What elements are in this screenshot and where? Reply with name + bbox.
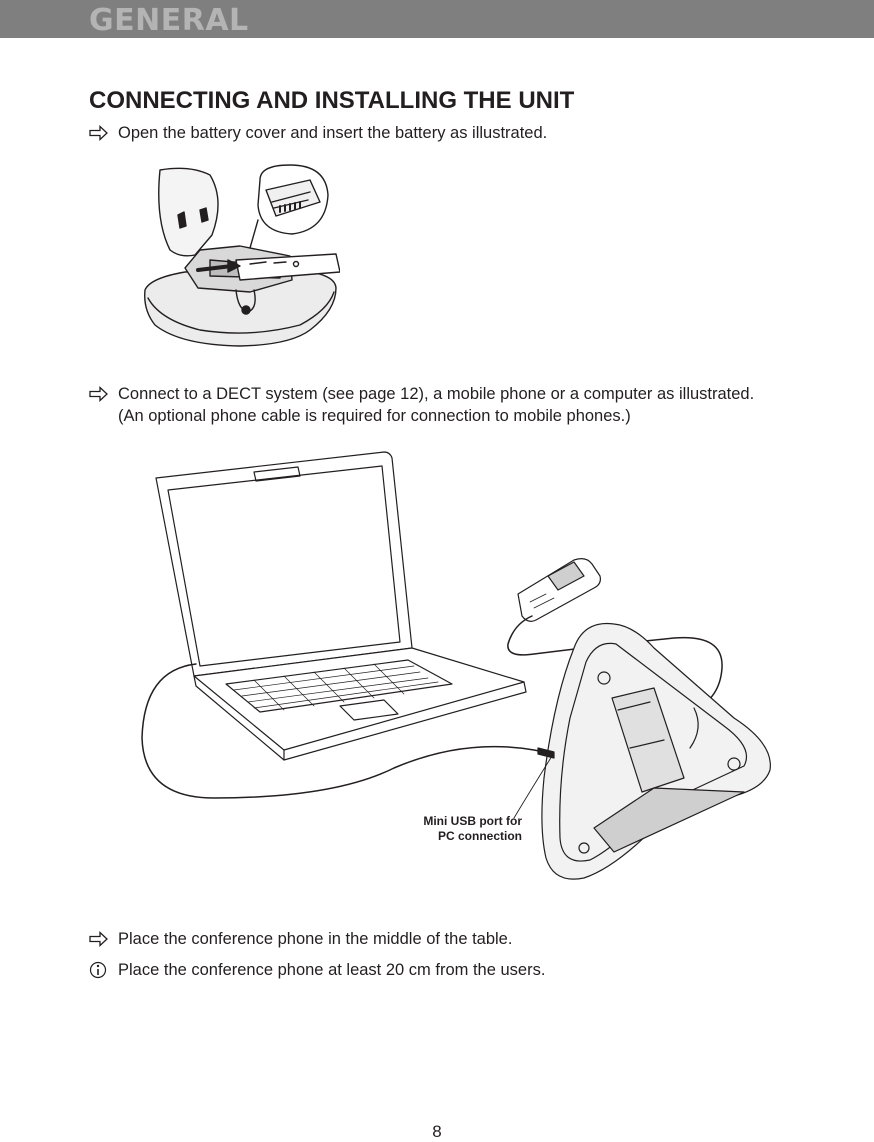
instruction-text: Connect to a DECT system (see page 12), a mobile phone or a computer as illustrated. <box>118 385 755 403</box>
page-number: 8 <box>432 1122 442 1141</box>
arrow-icon <box>89 124 109 142</box>
info-icon <box>89 961 109 979</box>
callout-line1: Mini USB port for <box>423 814 522 828</box>
instruction-text: Open the battery cover and insert the battery as illustrated. <box>118 124 548 142</box>
instruction-text-line2: (An optional phone cable is required for connection to mobile phones.) <box>118 407 631 425</box>
callout-line2: PC connection <box>437 829 522 843</box>
section-title: CONNECTING AND INSTALLING THE UNIT <box>89 87 575 114</box>
usb-port-callout <box>380 814 522 844</box>
battery-installation-illustration <box>140 160 340 350</box>
arrow-icon <box>89 930 109 948</box>
instruction-item <box>89 383 809 427</box>
header-title: GENERAL <box>89 3 249 38</box>
instruction-text: Place the conference phone in the middle of the table. <box>118 930 513 948</box>
arrow-icon <box>89 385 109 403</box>
instruction-text: Place the conference phone at least 20 cm from the users. <box>118 961 546 979</box>
